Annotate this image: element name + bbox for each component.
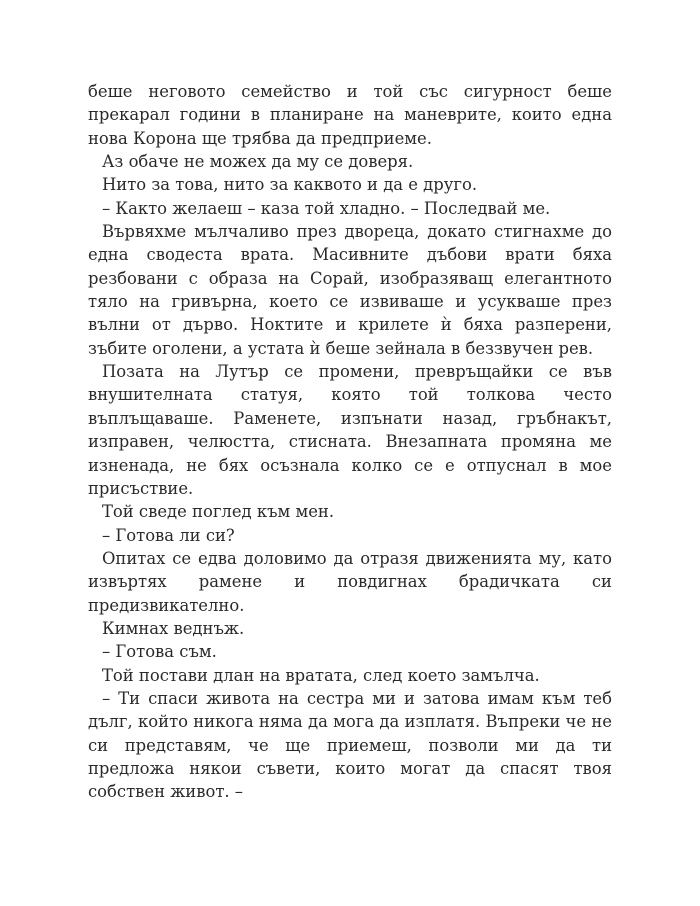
- paragraph: – Както желаеш – каза той хладно. – Последвай ме.: [102, 198, 551, 218]
- paragraph: Той сведе поглед към мен.: [102, 502, 335, 522]
- paragraph: – Готова ли си?: [102, 525, 235, 545]
- paragraph: Кимнах веднъж.: [102, 618, 245, 638]
- paragraph: – Готова съм.: [102, 642, 217, 662]
- paragraph: Нито за това, нито за каквото и да е друго.: [102, 175, 478, 195]
- paragraph: Опитах се едва доловимо да отразя движенията му, като извъртях рамене и повдигнах брадичката си предизвикателно.: [88, 548, 612, 615]
- paragraph: беше неговото семейство и той със сигурност беше прекарал години в планиране на маневрите, които една нова Корона ще трябва да предприеме.: [88, 82, 612, 148]
- paragraph: Той постави длан на вратата, след което замълча.: [102, 665, 540, 685]
- paragraph: Вървяхме мълчаливо през двореца, докато стигнахме до една сводеста врата. Масивните дъбови врати бяха резбовани с образа на Сорай, изобразяващ елегантното тяло на гривърна, което се извиваше и усукваше през вълни от дърво. Ноктите и крилете ѝ бяха разперени, зъбите оголени, а устата ѝ беше зейнала в беззвучен рев.: [88, 222, 612, 358]
- body-text: [88, 80, 612, 804]
- paragraph: Позата на Лутър се промени, превръщайки се във внушителната статуя, която той толкова често въплъщаваше. Раменете, изпънати назад, гръбнакът, изправен, челюстта, стисната. Внезапната промяна ме изненада, не бях осъзнала колко се е отпуснал в мое присъствие.: [88, 362, 612, 498]
- paragraph: Аз обаче не можех да му се доверя.: [102, 152, 414, 172]
- paragraph: – Ти спаси живота на сестра ми и затова имам към теб дълг, който никога няма да мога да изплатя. Въпреки че не си представям, че ще приемеш, позволи ми да ти предложа някои съвети, които могат да спасят твоя собствен живот. –: [88, 688, 612, 802]
